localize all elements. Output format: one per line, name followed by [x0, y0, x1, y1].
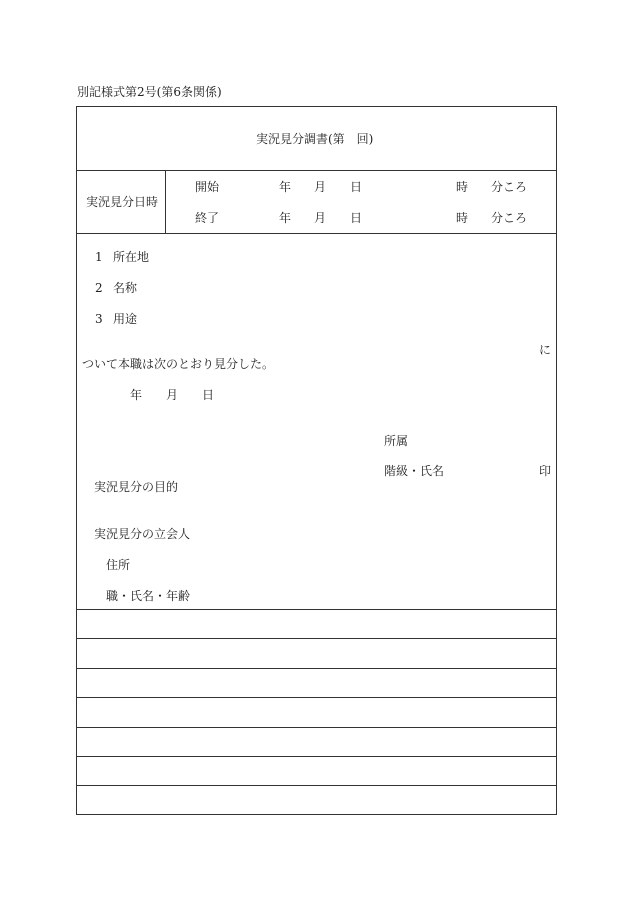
start-minute: 分ころ [491, 180, 528, 194]
item-label-location: 所在地 [113, 250, 150, 264]
datetime-label-divider [165, 171, 166, 233]
affiliation-label: 所属 [384, 434, 409, 448]
purpose-label: 実況見分の目的 [94, 480, 179, 494]
witness-address-label: 住所 [106, 558, 131, 572]
start-hour: 時 [456, 180, 469, 194]
start-year: 年 [279, 180, 292, 194]
document-title: 実況見分調書(第 回) [256, 132, 374, 146]
witness-label: 実況見分の立会人 [94, 527, 191, 541]
start-day: 日 [350, 180, 363, 194]
ruled-line [77, 668, 556, 669]
date-month: 月 [166, 388, 179, 402]
ruled-line [77, 785, 556, 786]
date-year: 年 [130, 388, 143, 402]
end-hour: 時 [456, 211, 469, 225]
inspection-statement: ついて本職は次のとおり見分した。 [82, 357, 275, 371]
start-label: 開始 [195, 180, 220, 194]
ruled-line [77, 697, 556, 698]
inspection-datetime-label: 実況見分日時 [86, 195, 159, 209]
end-year: 年 [279, 211, 292, 225]
inspection-report-form [76, 106, 557, 815]
ruled-line [77, 727, 556, 728]
title-divider [77, 170, 556, 171]
end-minute: 分ころ [491, 211, 528, 225]
end-day: 日 [350, 211, 363, 225]
ruled-line [77, 638, 556, 639]
item-label-usage: 用途 [113, 312, 138, 326]
form-caption: 別記様式第2号(第6条関係) [77, 85, 222, 99]
end-month: 月 [314, 211, 327, 225]
item-number-2: 2 [95, 281, 103, 295]
date-day: 日 [202, 388, 215, 402]
rank-name-label: 階級・氏名 [384, 464, 445, 478]
datetime-divider [77, 233, 556, 234]
end-label: 終了 [195, 211, 220, 225]
ruled-line [77, 756, 556, 757]
item-number-1: 1 [95, 250, 103, 264]
continuation-ni: に [539, 343, 552, 357]
seal-label: 印 [539, 464, 552, 478]
item-number-3: 3 [95, 312, 103, 326]
start-month: 月 [314, 180, 327, 194]
witness-occupation-name-age-label: 職・氏名・年齢 [106, 589, 191, 603]
ruled-line [77, 609, 556, 610]
item-label-name: 名称 [113, 281, 138, 295]
